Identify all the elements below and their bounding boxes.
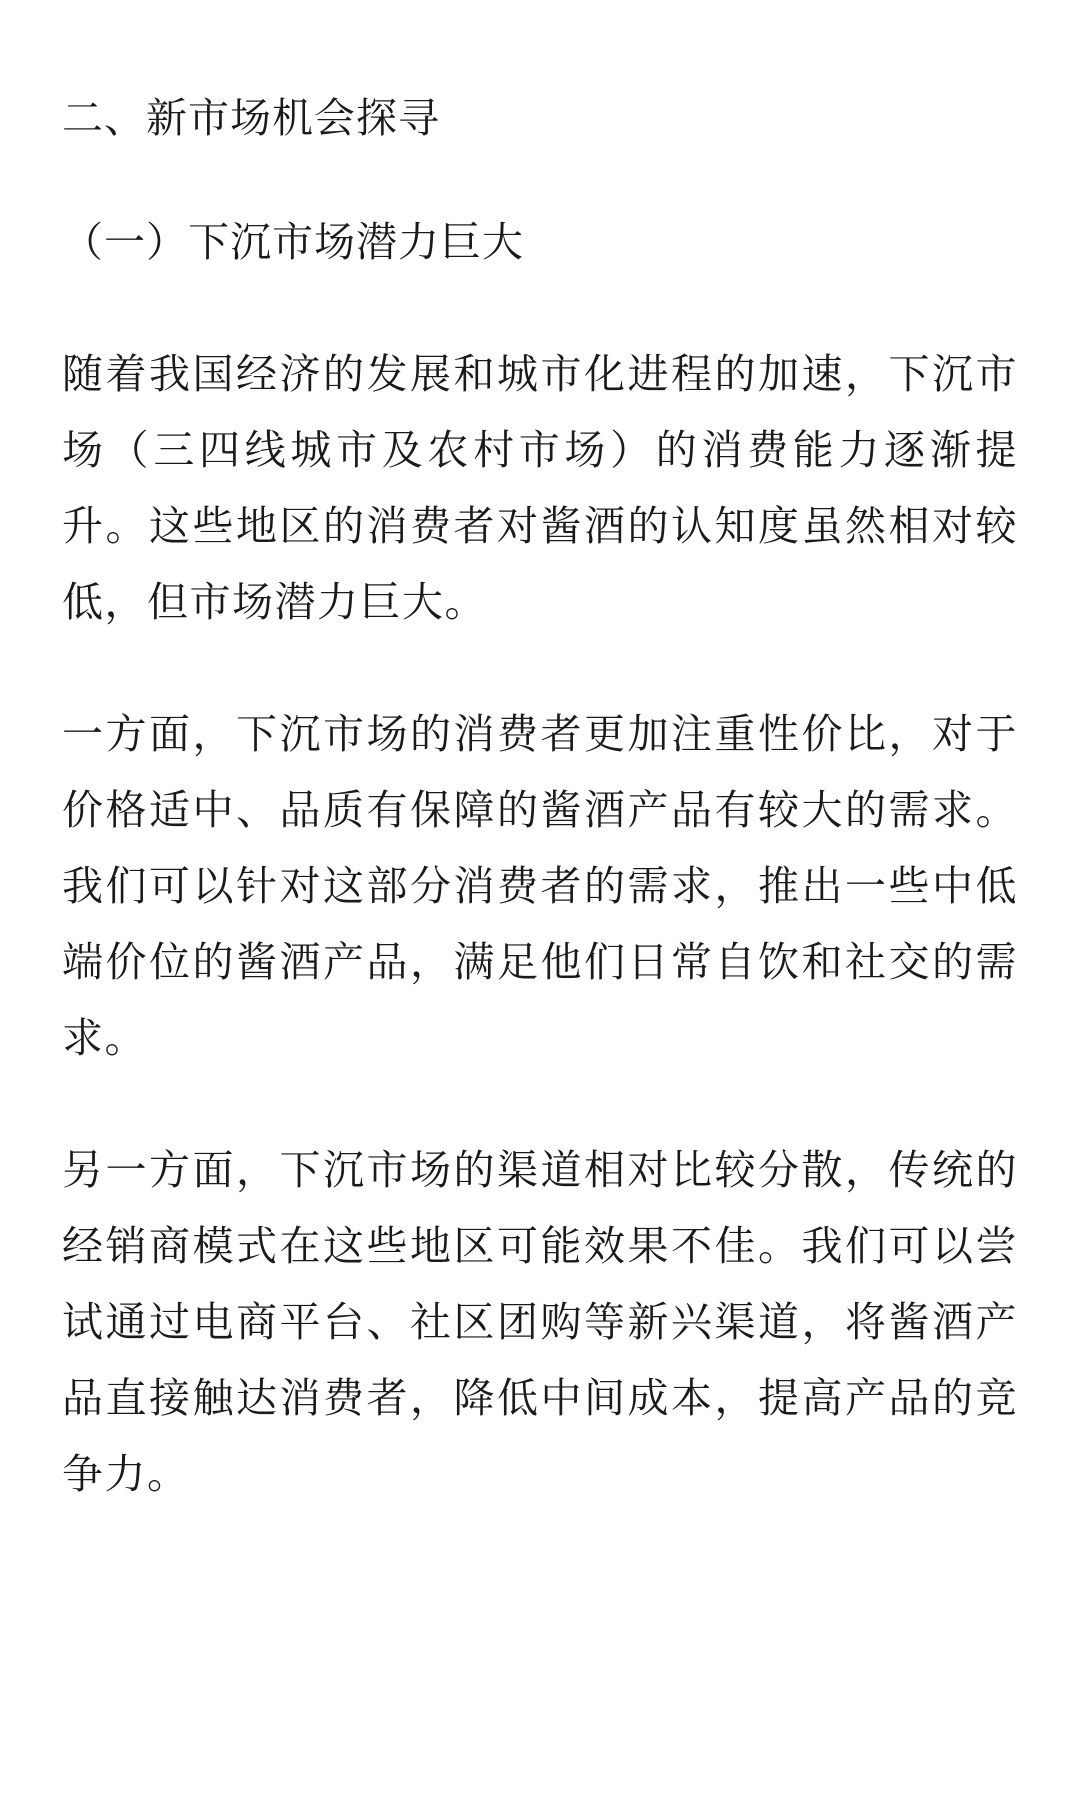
section-title: 二、新市场机会探寻 bbox=[62, 94, 440, 142]
paragraph-consumer-demand: 一方面，下沉市场的消费者更加注重性价比，对于价格适中、品质有保障的酱酒产品有较大的需求。我们可以针对这部分消费者的需求，推出一些中低端价位的酱酒产品，满足他们日常自饮和社交的需求。 bbox=[62, 710, 1018, 1062]
paragraph-intro: 随着我国经济的发展和城市化进程的加速，下沉市场（三四线城市及农村市场）的消费能力逐渐提升。这些地区的消费者对酱酒的认知度虽然相对较低，但市场潜力巨大。 bbox=[62, 350, 1018, 626]
subsection-title: （一）下沉市场潜力巨大 bbox=[62, 218, 524, 266]
paragraph-channels: 另一方面，下沉市场的渠道相对比较分散，传统的经销商模式在这些地区可能效果不佳。我们可以尝试通过电商平台、社区团购等新兴渠道，将酱酒产品直接触达消费者，降低中间成本，提高产品的竞争力。 bbox=[62, 1146, 1018, 1498]
